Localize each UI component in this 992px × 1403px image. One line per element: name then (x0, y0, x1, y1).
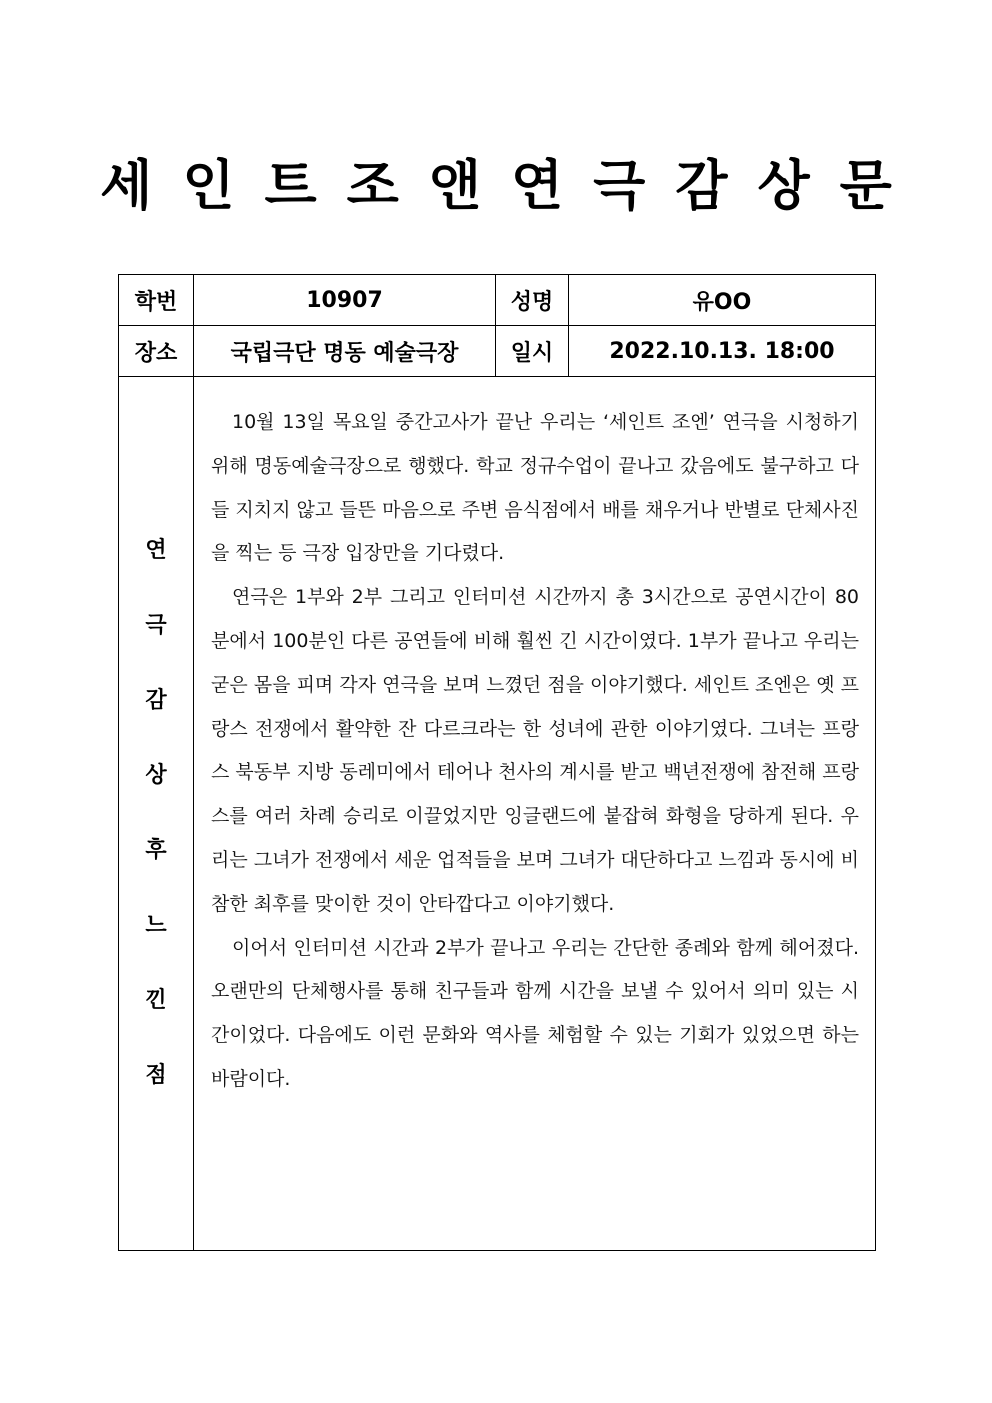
name-label: 성명 (496, 275, 569, 326)
side-label-char: 점 (145, 1063, 167, 1088)
essay-body (194, 377, 875, 1102)
essay-paragraph: 이어서 인터미션 시간과 2부가 끝나고 우리는 간단한 종례와 함께 헤어졌다. 오랜만의 단체행사를 통해 친구들과 함께 시간을 보낼 수 있어서 의미 있는 시간이었다. 다음에도 이런 문화와 역사를 체험할 수 있는 기회가 있었으면 하는 바람이다. (211, 936, 859, 1090)
side-label-char: 상 (145, 763, 167, 788)
date-value: 2022.10.13. 18:00 (569, 326, 876, 377)
side-label-char: 느 (145, 913, 167, 938)
side-label-char: 연 (145, 538, 167, 563)
side-label-char: 후 (145, 838, 167, 863)
essay-paragraph: 연극은 1부와 2부 그리고 인터미션 시간까지 총 3시간으로 공연시간이 80분에서 100분인 다른 공연들에 비해 훨씬 긴 시간이였다. 1부가 끝나고 우리는 굳은 몸을 피며 각자 연극을 보며 느꼈던 점을 이야기했다. 세인트 조엔은 옛 프랑스 전쟁에서 활약한 잔 다르크라는 한 성녀에 관한 이야기였다. 그녀는 프랑스 북동부 지방 동레미에서 테어나 천사의 계시를 받고 백년전쟁에 참전해 프랑스를 여러 차례 승리로 이끌었지만 잉글랜드에 붙잡혀 화형을 당하게 된다. 우리는 그녀가 전쟁에서 세운 업적들을 보며 그녀가 대단하다고 느낌과 동시에 비참한 최후를 맞이한 것이 안타깝다고 이야기했다. (211, 586, 859, 915)
section-side-label (119, 377, 194, 1251)
essay-paragraph: 10월 13일 목요일 중간고사가 끝난 우리는 ‘세인트 조엔’ 연극을 시청하기 위해 명동예술극장으로 행했다. 학교 정규수업이 끝나고 갔음에도 불구하고 다들 지치지 않고 들뜬 마음으로 주변 음식점에서 배를 채우거나 반별로 단체사진을 찍는 등 극장 입장만을 기다렸다. (211, 411, 859, 565)
table-row (119, 377, 876, 1251)
place-value: 국립극단 명동 예술극장 (194, 326, 496, 377)
side-label-char: 감 (145, 688, 167, 713)
student-id-value: 10907 (194, 275, 496, 326)
place-label: 장소 (119, 326, 194, 377)
side-label-char: 극 (145, 613, 167, 638)
name-value: 유OO (569, 275, 876, 326)
side-label-char: 낀 (145, 988, 167, 1013)
table-row (119, 275, 876, 326)
essay-cell (194, 377, 876, 1251)
table-row (119, 326, 876, 377)
page-title: 세인트조앤연극감상문 (100, 154, 922, 217)
report-table (118, 274, 876, 1251)
student-id-label: 학번 (119, 275, 194, 326)
date-label: 일시 (496, 326, 569, 377)
